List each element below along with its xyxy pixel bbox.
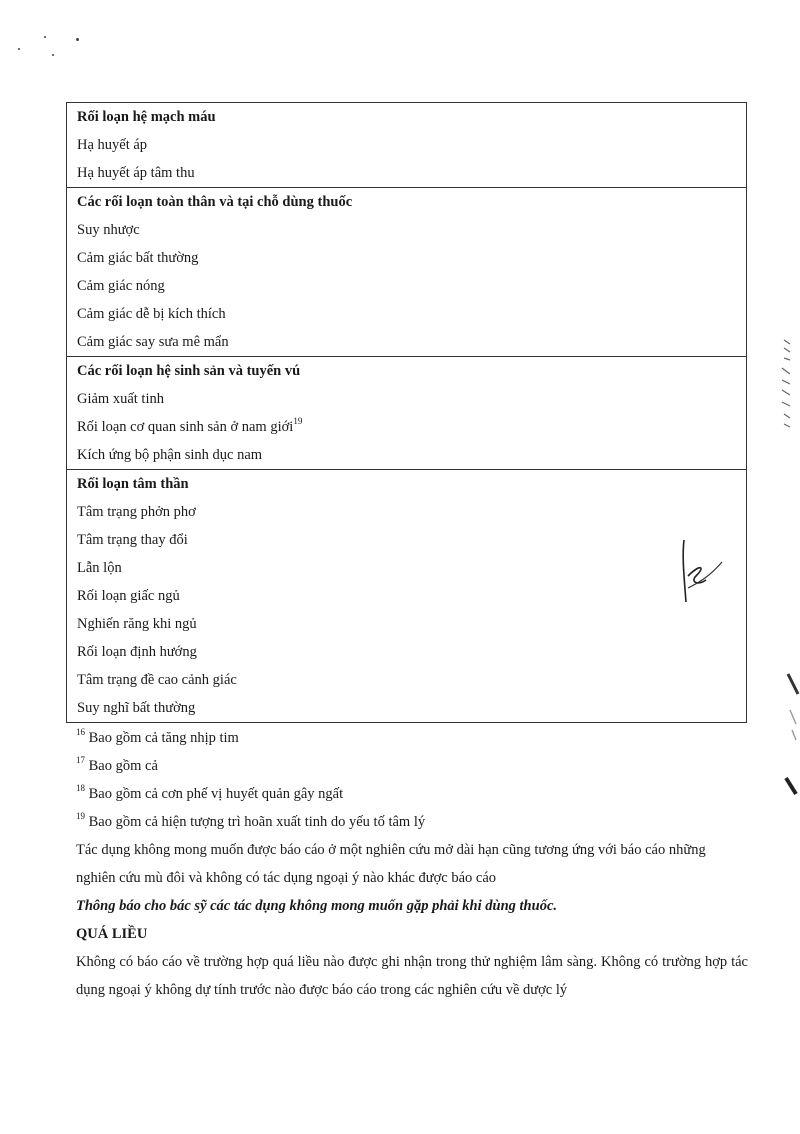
footnote-mark: 18 (76, 783, 85, 794)
effect-cell (67, 300, 747, 328)
effect-cell (67, 610, 747, 638)
effect-name: Cảm giác dễ bị kích thích (77, 306, 226, 322)
effect-row (67, 385, 747, 413)
overdose-paragraph: Không có báo cáo về trường hợp quá liều nào được ghi nhận trong thử nghiệm lâm sàng. Không có trường hợp tác dụng ngoại ý không dự tính trước nào được báo cáo trong các nghiên cứu về dược lý (76, 954, 748, 998)
section-title: Các rối loạn hệ sinh sản và tuyến vú (67, 357, 747, 386)
effect-cell (67, 638, 747, 666)
effect-row (67, 526, 747, 554)
footnote (76, 752, 425, 780)
effect-cell (67, 413, 747, 441)
effect-name: Cảm giác bất thường (77, 250, 199, 266)
effect-name: Rối loạn định hướng (77, 644, 197, 660)
effect-row (67, 638, 747, 666)
long-term-study-paragraph: Tác dụng không mong muốn được báo cáo ở một nghiên cứu mở dài hạn cũng tương ứng với báo cáo những nghiên cứu mù đôi và không có tác dụng ngoại ý nào khác được báo cáo (76, 842, 706, 886)
effect-name: Nghiến răng khi ngủ (77, 616, 197, 632)
effect-row (67, 582, 747, 610)
footnote-mark: 19 (76, 811, 85, 822)
overdose-heading: QUÁ LIỀU (76, 926, 148, 942)
adverse-effects-table-body (67, 103, 747, 723)
section-title: Rối loạn hệ mạch máu (67, 103, 747, 132)
section-title: Rối loạn tâm thần (67, 470, 747, 499)
effect-row (67, 554, 747, 582)
effect-name: Tâm trạng đề cao cảnh giác (77, 672, 237, 688)
effect-cell (67, 216, 747, 244)
effect-row (67, 131, 747, 159)
effect-name: Cảm giác nóng (77, 278, 165, 294)
effect-cell (67, 385, 747, 413)
effect-cell (67, 244, 747, 272)
effect-row (67, 610, 747, 638)
effect-cell (67, 526, 747, 554)
edge-stamp-mark (770, 330, 800, 440)
effect-row (67, 272, 747, 300)
effect-name: Kích ứng bộ phận sinh dục nam (77, 447, 263, 463)
effect-name: Rối loạn cơ quan sinh sản ở nam giới (77, 419, 294, 435)
effect-cell (67, 272, 747, 300)
effect-name: Lẫn lộn (77, 560, 122, 576)
effect-row (67, 413, 747, 441)
effect-name: Tâm trạng thay đổi (77, 532, 188, 548)
footnote-mark: 16 (76, 727, 85, 738)
section-header-row (67, 470, 747, 499)
effect-cell (67, 159, 747, 188)
effect-cell (67, 441, 747, 470)
effect-cell (67, 582, 747, 610)
section-header-row (67, 357, 747, 386)
footnotes (76, 724, 425, 836)
effect-cell (67, 666, 747, 694)
signature-mark (676, 536, 726, 606)
effect-cell (67, 554, 747, 582)
effect-name: Hạ huyết áp tâm thu (77, 165, 195, 181)
effect-name: Rối loạn giấc ngủ (77, 588, 180, 604)
effect-row (67, 441, 747, 470)
effect-row (67, 244, 747, 272)
effect-name: Cảm giác say sưa mê mẩn (77, 334, 229, 350)
effect-row (67, 216, 747, 244)
effect-row (67, 694, 747, 723)
effect-name: Suy nhược (77, 222, 140, 238)
effect-row (67, 159, 747, 188)
footnote-text: Bao gồm cả hiện tượng trì hoãn xuất tinh do yếu tố tâm lý (85, 814, 426, 830)
section-title: Các rối loạn toàn thân và tại chỗ dùng thuốc (67, 188, 747, 217)
effect-cell (67, 498, 747, 526)
footnote (76, 808, 425, 836)
effect-name: Tâm trạng phởn phơ (77, 504, 196, 520)
effect-row (67, 328, 747, 357)
effect-row (67, 666, 747, 694)
footnote (76, 780, 425, 808)
effect-row (67, 300, 747, 328)
effect-cell (67, 131, 747, 159)
effect-row (67, 498, 747, 526)
effect-name: Giảm xuất tinh (77, 391, 164, 407)
footnote-mark: 17 (76, 755, 85, 766)
doctor-notice: Thông báo cho bác sỹ các tác dụng không mong muốn gặp phải khi dùng thuốc. (76, 898, 557, 914)
footnote-text: Bao gồm cả cơn phế vị huyết quản gây ngất (85, 786, 344, 802)
footnote (76, 724, 425, 752)
section-header-row (67, 103, 747, 132)
section-header-row (67, 188, 747, 217)
edge-scan-mark (780, 670, 800, 800)
footnote-text: Bao gồm cả (85, 758, 158, 774)
adverse-effects-table (66, 102, 747, 723)
effect-name: Suy nghĩ bất thường (77, 700, 196, 716)
effect-cell (67, 328, 747, 357)
effect-cell (67, 694, 747, 723)
footnote-reference: 19 (293, 416, 303, 427)
effect-name: Hạ huyết áp (77, 137, 148, 153)
footnote-text: Bao gồm cả tăng nhịp tim (85, 730, 239, 746)
